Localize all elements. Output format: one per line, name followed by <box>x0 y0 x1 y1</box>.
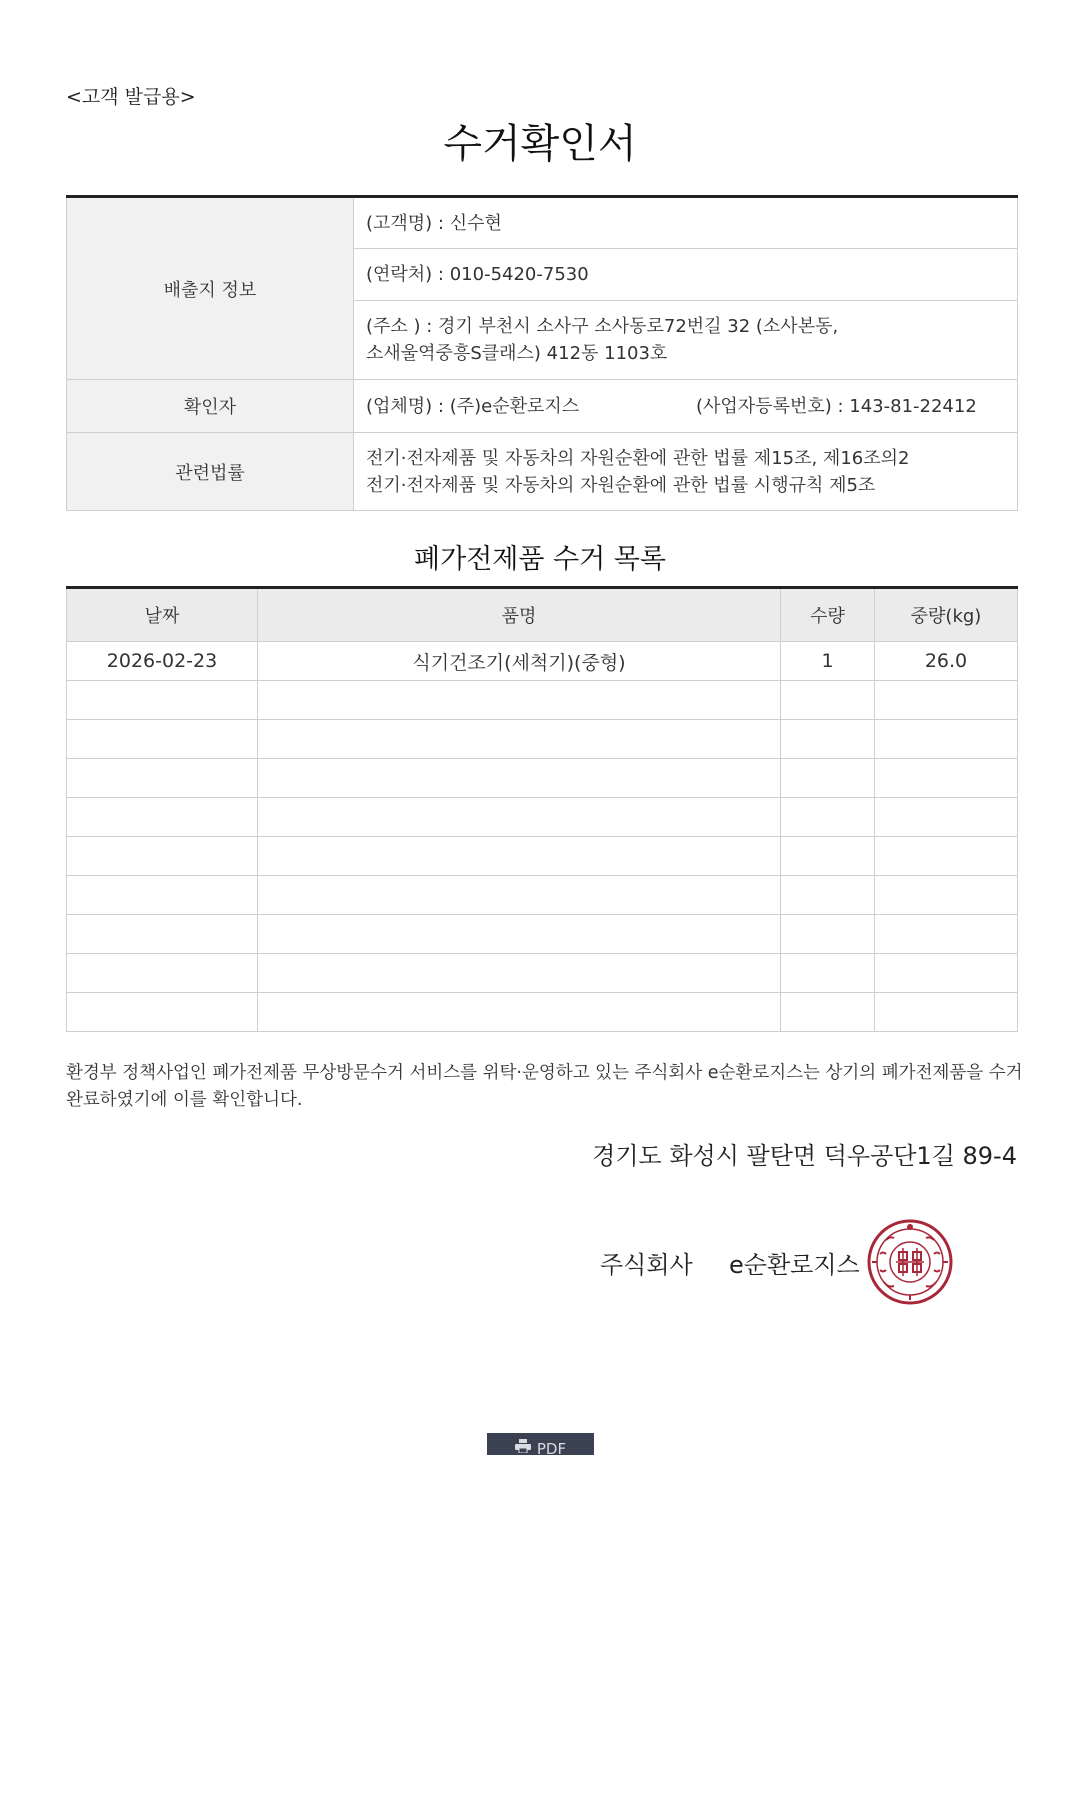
row-quantity: 1 <box>781 642 875 681</box>
row-weight: 26.0 <box>875 642 1018 681</box>
table-row <box>67 798 1018 837</box>
row-date <box>67 681 258 720</box>
law-line-1: 전기·전자제품 및 자동차의 자원순환에 관한 법률 제15조, 제16조의2 <box>366 447 910 469</box>
row-item-name <box>258 681 781 720</box>
row-quantity <box>781 720 875 759</box>
row-item-name <box>258 954 781 993</box>
row-weight <box>875 720 1018 759</box>
row-weight <box>875 837 1018 876</box>
table-row <box>67 954 1018 993</box>
row-date <box>67 837 258 876</box>
row-weight <box>875 915 1018 954</box>
row-item-name <box>258 798 781 837</box>
collection-list-title: 폐가전제품 수거 목록 <box>414 544 666 575</box>
table-row <box>67 876 1018 915</box>
customer-contact: (연락처) : 010-5420-7530 <box>354 249 1018 301</box>
pdf-button[interactable] <box>487 1433 594 1455</box>
row-quantity <box>781 681 875 720</box>
company-type-label: 주식회사 <box>600 1251 693 1279</box>
address-line-2: 소새울역중흥S클래스) 412동 1103호 <box>366 343 668 364</box>
row-date <box>67 954 258 993</box>
row-weight <box>875 759 1018 798</box>
pdf-button-label: PDF <box>536 1440 567 1455</box>
table-row <box>67 915 1018 954</box>
table-row <box>67 837 1018 876</box>
row-quantity <box>781 993 875 1032</box>
column-header-date: 날짜 <box>67 588 258 642</box>
row-item-name: 식기건조기(세척기)(중형) <box>258 642 781 681</box>
row-weight <box>875 954 1018 993</box>
table-row <box>67 759 1018 798</box>
address-line-1: (주소 ) : 경기 부천시 소사구 소사동로72번길 32 (소사본동, <box>366 316 839 337</box>
column-header-item: 품명 <box>258 588 781 642</box>
table-row <box>67 720 1018 759</box>
confirmer-header: 확인자 <box>67 380 354 433</box>
company-field: (업체명) : (주)e순환로지스 <box>366 395 580 417</box>
customer-name: (고객명) : 신수현 <box>354 197 1018 249</box>
row-date <box>67 876 258 915</box>
row-quantity <box>781 915 875 954</box>
company-name: e순환로지스 <box>729 1251 860 1279</box>
customer-address <box>354 301 1018 380</box>
row-quantity <box>781 798 875 837</box>
row-date <box>67 915 258 954</box>
confirmer-info <box>354 380 1018 433</box>
law-info <box>354 433 1018 511</box>
confirmation-notice: 환경부 정책사업인 폐가전제품 무상방문수거 서비스를 위탁·운영하고 있는 주식회사 e순환로지스는 상기의 폐가전제품을 수거 완료하였기에 이를 확인합니다. <box>66 1063 1023 1110</box>
row-date <box>67 759 258 798</box>
row-date: 2026-02-23 <box>67 642 258 681</box>
row-item-name <box>258 993 781 1032</box>
row-quantity <box>781 876 875 915</box>
info-table <box>66 195 1018 511</box>
table-row <box>67 642 1018 681</box>
discharge-info-header: 배출지 정보 <box>67 197 354 380</box>
issue-label: <고객 발급용> <box>66 86 196 108</box>
collection-list-table <box>66 586 1018 1032</box>
law-header: 관련법률 <box>67 433 354 511</box>
page-title: 수거확인서 <box>443 121 637 167</box>
row-item-name <box>258 759 781 798</box>
row-weight <box>875 681 1018 720</box>
row-date <box>67 993 258 1032</box>
column-header-weight: 중량(kg) <box>875 588 1018 642</box>
row-quantity <box>781 954 875 993</box>
row-weight <box>875 876 1018 915</box>
law-line-2: 전기·전자제품 및 자동차의 자원순환에 관한 법률 시행규칙 제5조 <box>366 474 876 496</box>
table-row <box>67 993 1018 1032</box>
row-item-name <box>258 720 781 759</box>
row-item-name <box>258 837 781 876</box>
column-header-quantity: 수량 <box>781 588 875 642</box>
table-row <box>67 681 1018 720</box>
row-weight <box>875 798 1018 837</box>
row-date <box>67 798 258 837</box>
company-seal-icon <box>866 1218 954 1306</box>
printer-icon <box>515 1439 531 1453</box>
row-quantity <box>781 759 875 798</box>
row-item-name <box>258 876 781 915</box>
business-number: (사업자등록번호) : 143-81-22412 <box>696 395 977 417</box>
row-quantity <box>781 837 875 876</box>
row-weight <box>875 993 1018 1032</box>
company-address: 경기도 화성시 팔탄면 덕우공단1길 89-4 <box>592 1142 1017 1170</box>
row-item-name <box>258 915 781 954</box>
row-date <box>67 720 258 759</box>
